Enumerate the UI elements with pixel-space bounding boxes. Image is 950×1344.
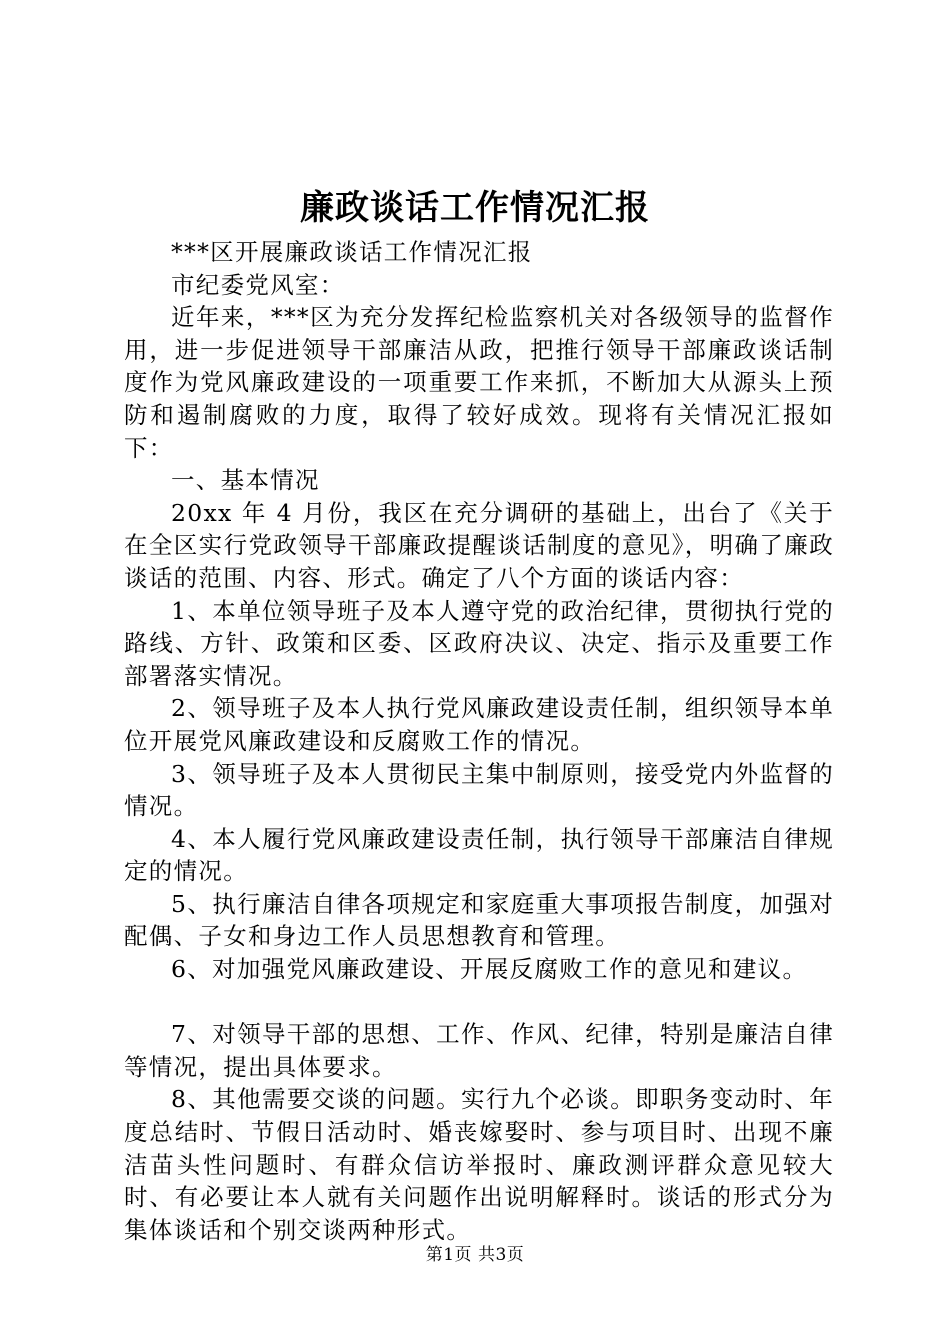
report-subtitle: ***区开展廉政谈话工作情况汇报	[171, 238, 533, 266]
list-item-2: 2、领导班子及本人执行党风廉政建设责任制，组织领导本单位开展党风廉政建设和反腐败工作的情况。	[124, 694, 834, 755]
list-item-4: 4、本人履行党风廉政建设责任制，执行领导干部廉洁自律规定的情况。	[124, 824, 834, 886]
list-item-7: 7、对领导干部的思想、工作、作风、纪律，特别是廉洁自律等情况，提出具体要求。	[124, 1020, 834, 1081]
document-title: 廉政谈话工作情况汇报	[300, 188, 650, 228]
document-body	[124, 236, 834, 1246]
paragraph-background: 20xx 年 4 月份，我区在充分调研的基础上，出台了《关于在全区实行党政领导干部廉政提醒谈话制度的意见》，明确了廉政谈话的范围、内容、形式。确定了八个方面的谈话内容：	[124, 498, 834, 592]
section-heading-basic: 一、基本情况	[171, 466, 320, 495]
list-item-6: 6、对加强党风廉政建设、开展反腐败工作的意见和建议。	[171, 955, 808, 984]
list-item-1: 1、本单位领导班子及本人遵守党的政治纪律，贯彻执行党的路线、方针、政策和区委、区政府决议、决定、指示及重要工作部署落实情况。	[124, 596, 834, 690]
list-item-5: 5、执行廉洁自律各项规定和家庭重大事项报告制度，加强对配偶、子女和身边工作人员思想教育和管理。	[124, 889, 834, 951]
intro-paragraph: 近年来，***区为充分发挥纪检监察机关对各级领导的监督作用，进一步促进领导干部廉洁从政，把推行领导干部廉政谈话制度作为党风廉政建设的一项重要工作来抓，不断加大从源头上预防和遏制腐败的力度，取得了较好成效。现将有关情况汇报如下：	[124, 303, 834, 462]
recipient-line: 市纪委党风室：	[171, 270, 345, 299]
list-item-8: 8、其他需要交谈的问题。实行九个必谈。即职务变动时、年度总结时、节假日活动时、婚丧嫁娶时、参与项目时、出现不廉洁苗头性问题时、有群众信访举报时、廉政测评群众意见较大时、有必要让本人就有关问题作出说明解释时。谈话的形式分为集体谈话和个别交谈两种形式。	[124, 1085, 834, 1244]
blank-line	[124, 986, 834, 1019]
list-item-3: 3、领导班子及本人贯彻民主集中制原则，接受党内外监督的情况。	[124, 759, 834, 821]
page-footer: 第1页 共3页	[425, 1245, 525, 1265]
